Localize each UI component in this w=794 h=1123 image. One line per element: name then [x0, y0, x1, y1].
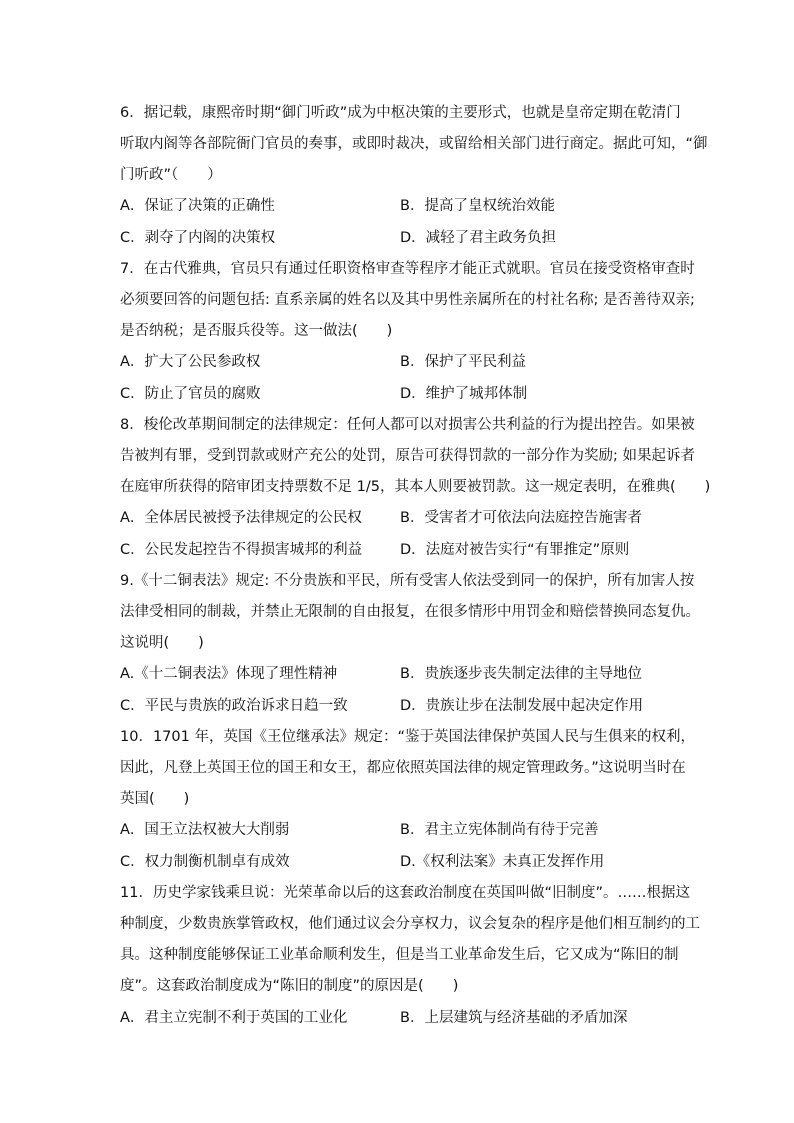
- question-8-line-3: 在庭审所获得的陪审团支持票数不足 1/5，其本人则要被罚款。这一规定表明，在雅典( ): [120, 479, 711, 495]
- question-7-option-b: B．保护了平民利益: [400, 354, 526, 370]
- question-9-option-c: C．平民与贵族的政治诉求日趋一致: [120, 698, 348, 714]
- question-9-line-1: 9.《十二铜表法》规定: 不分贵族和平民，所有受害人依法受到同一的保护，所有加害人按: [120, 573, 695, 589]
- question-7-option-a: A．扩大了公民参政权: [120, 354, 261, 370]
- question-10-option-c: C．权力制衡机制卓有成效: [120, 854, 290, 870]
- question-7-option-d: D．维护了城邦体制: [400, 386, 528, 402]
- question-8-line-1: 8．梭伦改革期间制定的法律规定：任何人都可以对损害公共利益的行为提出控告。如果被: [120, 417, 695, 433]
- question-6-option-b: B．提高了皇权统治效能: [400, 198, 555, 214]
- question-9-option-a: A.《十二铜表法》体现了理性精神: [120, 666, 338, 682]
- question-9-option-b: B．贵族逐步丧失制定法律的主导地位: [400, 666, 642, 682]
- question-11-option-a: A．君主立宪制不利于英国的工业化: [120, 1010, 348, 1026]
- question-9-line-3: 这说明( ): [120, 635, 204, 651]
- question-8-line-2: 告被判有罪，受到罚款或财产充公的处罚，原告可获得罚款的一部分作为奖励; 如果起诉者: [120, 448, 695, 464]
- question-7-line-2: 必须要回答的问题包括: 直系亲属的姓名以及其中男性亲属所在的村社名称; 是否善待双亲;: [120, 292, 695, 308]
- question-8-option-d: D．法庭对被告实行“有罪推定”原则: [400, 542, 630, 558]
- question-11-line-4: 度”。这套政治制度成为“陈旧的制度”的原因是( ): [120, 978, 459, 994]
- question-8-option-c: C．公民发起控告不得损害城邦的利益: [120, 542, 363, 558]
- question-7-line-3: 是否纳税；是否服兵役等。这一做法( ): [120, 323, 393, 339]
- question-11-line-2: 种制度，少数贵族掌管政权，他们通过议会分享权力，议会复杂的程序是他们相互制约的工: [120, 916, 700, 932]
- question-10-line-3: 英国( ): [120, 791, 190, 807]
- question-6-option-d: D．减轻了君主政务负担: [400, 230, 557, 246]
- question-10-line-2: 因此，凡登上英国王位的国王和女王，都应依照英国法律的规定管理政务。”这说明当时在: [120, 760, 686, 776]
- question-11-line-3: 具。这种制度能够保证工业革命顺利发生，但是当工业革命发生后，它又成为“陈旧的制: [120, 947, 679, 963]
- question-7-option-c: C．防止了官员的腐败: [120, 386, 261, 402]
- question-6-option-c: C．剥夺了内阁的决策权: [120, 230, 276, 246]
- question-9-line-2: 法律受相同的制裁，并禁止无限制的自由报复，在很多情形中用罚金和赔偿替换同态复仇。: [120, 604, 700, 620]
- question-10-line-1: 10．1701 年，英国《王位继承法》规定：“鉴于英国法律保护英国人民与生俱来的权利，: [120, 729, 695, 745]
- question-11-line-1: 11．历史学家钱乘旦说：光荣革命以后的这套政治制度在英国叫做“旧制度”。……根据这: [120, 885, 690, 901]
- question-7-line-1: 7．在古代雅典，官员只有通过任职资格审查等程序才能正式就职。官员在接受资格审查时: [120, 261, 695, 277]
- question-10-option-d: D.《权利法案》未真正发挥作用: [400, 854, 605, 870]
- question-6-option-a: A．保证了决策的正确性: [120, 198, 275, 214]
- question-11-option-b: B．上层建筑与经济基础的矛盾加深: [400, 1010, 628, 1026]
- question-8-option-b: B．受害者才可依法向法庭控告施害者: [400, 510, 642, 526]
- question-8-option-a: A．全体居民被授予法律规定的公民权: [120, 510, 362, 526]
- question-10-option-b: B．君主立宪体制尚有待于完善: [400, 822, 599, 838]
- question-6-line-1: 6．据记载，康熙帝时期“御门听政”成为中枢决策的主要形式，也就是皇帝定期在乾清门: [120, 105, 681, 121]
- question-10-option-a: A．国王立法权被大大削弱: [120, 822, 290, 838]
- question-6-line-3: 门听政”（ ）: [120, 167, 222, 183]
- question-9-option-d: D．贵族让步在法制发展中起决定作用: [400, 698, 644, 714]
- question-6-line-2: 听取内阁等各部院衙门官员的奏事，或即时裁决，或留给相关部门进行商定。据此可知，“御: [120, 136, 708, 152]
